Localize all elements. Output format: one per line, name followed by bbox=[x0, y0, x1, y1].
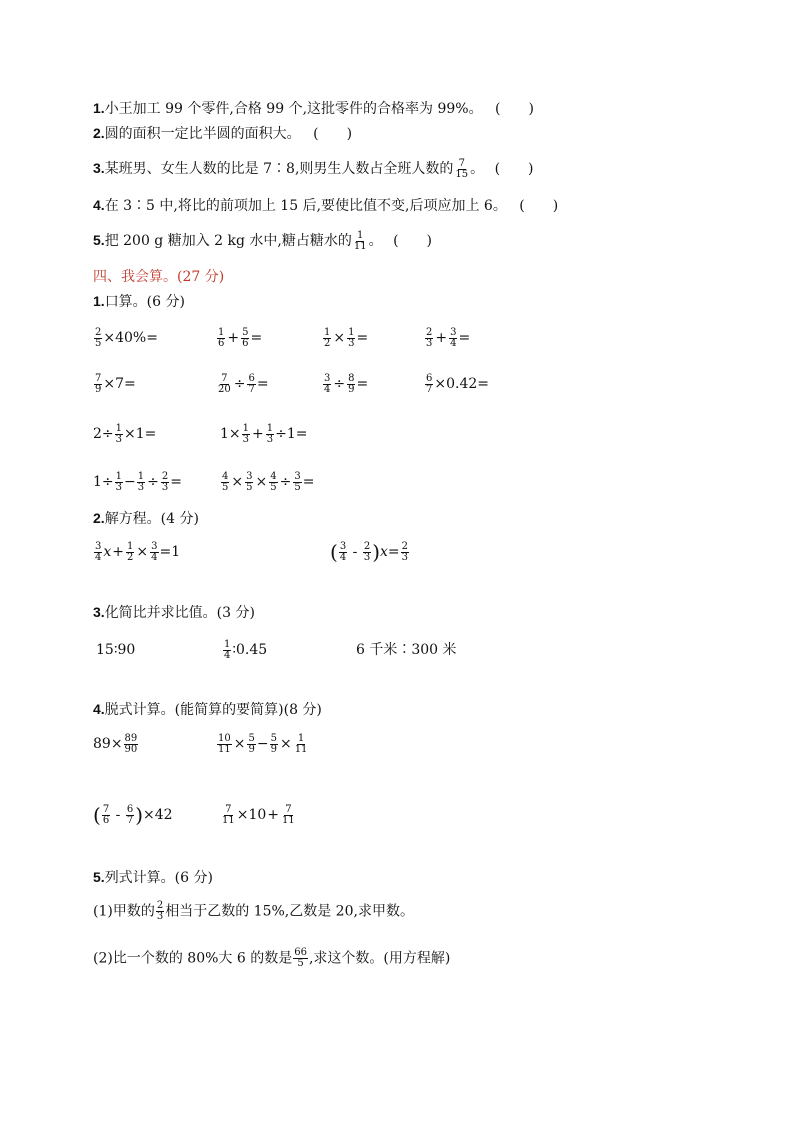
calc-item: $\frac{10}{11}$ × $\frac{5}{9}$ − $\frac{5}{9}$ × $\frac{1}{11}$ bbox=[218, 732, 308, 755]
ratio-item: 6 千米∶300 米 bbox=[356, 642, 457, 658]
answer-blank[interactable]: ( ) bbox=[393, 233, 432, 249]
calc-item: $\frac{7}{20}$ ÷ $\frac{6}{7}$ = bbox=[218, 372, 269, 395]
section-heading: 四、我会算。(27 分) bbox=[93, 269, 225, 285]
equation-item: $\frac{3}{4}$ x+ $\frac{1}{2}$ × $\frac{3}{4}$ =1 bbox=[95, 540, 181, 563]
calc-item: 2÷ $\frac{1}{3}$ ×1= bbox=[93, 422, 157, 445]
calc-item: $\frac{2}{5}$ ×40%= bbox=[95, 326, 158, 349]
calc-item: $\frac{6}{7}$ ×0.42= bbox=[426, 372, 490, 395]
calc-item: ( $\frac{7}{6}$ - $\frac{6}{7}$ )×42 bbox=[93, 803, 173, 827]
question-3-title: 3.化简比并求比值。(3 分) bbox=[93, 604, 255, 621]
answer-blank[interactable]: ( ) bbox=[494, 161, 534, 177]
calc-item: $\frac{2}{3}$ + $\frac{3}{4}$ = bbox=[426, 326, 471, 349]
calc-item: $\frac{7}{9}$ ×7= bbox=[95, 372, 136, 395]
ratio-item: $\frac{1}{4}$ ∶0.45 bbox=[224, 638, 268, 661]
answer-blank[interactable]: ( ) bbox=[495, 101, 534, 117]
answer-blank[interactable]: ( ) bbox=[519, 198, 559, 214]
judge-item-4: 4.在 3∶5 中,将比的前项加上 15 后,要使比值不变,后项应加上 6。 ( ) bbox=[93, 197, 559, 214]
calc-item: 89× $\frac{89}{90}$ bbox=[93, 732, 138, 755]
ratio-item: 15∶90 bbox=[96, 642, 136, 658]
question-2-title: 2.解方程。(4 分) bbox=[93, 510, 199, 527]
word-problem-2: (2)比一个数的 80%大 6 的数是 $\frac{66}{5}$ ,求这个数。(用方程解) bbox=[93, 947, 451, 969]
fraction: $\frac{7}{15}$ bbox=[455, 157, 469, 180]
equation-item: ( $\frac{3}{4}$ - $\frac{2}{3}$ )x= $\frac{2}{3}$ bbox=[330, 540, 409, 564]
fraction: $\frac{1}{11}$ bbox=[353, 229, 367, 252]
calc-item: $\frac{1}{6}$ + $\frac{5}{6}$ = bbox=[218, 326, 263, 349]
judge-item-2: 2.圆的面积一定比半圆的面积大。 ( ) bbox=[93, 125, 353, 142]
question-1-title: 1.口算。(6 分) bbox=[93, 293, 185, 310]
question-4-title: 4.脱式计算。(能简算的要简算)(8 分) bbox=[93, 701, 322, 718]
calc-item: $\frac{4}{5}$ × $\frac{3}{5}$ × $\frac{4}{5}$ ÷ $\frac{3}{5}$ = bbox=[222, 470, 315, 493]
calc-item: $\frac{7}{11}$ ×10+ $\frac{7}{11}$ bbox=[222, 803, 295, 826]
word-problem-1: (1)甲数的 $\frac{2}{3}$ 相当于乙数的 15%,乙数是 20,求甲数。 bbox=[93, 900, 414, 922]
calc-item: $\frac{1}{2}$ × $\frac{1}{3}$ = bbox=[324, 326, 369, 349]
calc-item: $\frac{3}{4}$ ÷ $\frac{8}{9}$ = bbox=[324, 372, 369, 395]
judge-item-5: 5.把 200 g 糖加入 2 kg 水中,糖占糖水的 $\frac{1}{11}$ 。 ( ) bbox=[93, 229, 432, 252]
question-5-title: 5.列式计算。(6 分) bbox=[93, 869, 213, 886]
answer-blank[interactable]: ( ) bbox=[313, 126, 353, 142]
judge-item-3: 3.某班男、女生人数的比是 7∶8,则男生人数占全班人数的 $\frac{7}{15}$ 。 ( ) bbox=[93, 157, 534, 180]
judge-item-1: 1.小王加工 99 个零件,合格 99 个,这批零件的合格率为 99%。 ( ) bbox=[93, 100, 534, 117]
calc-item: 1÷ $\frac{1}{3}$ − $\frac{1}{3}$ ÷ $\frac{2}{3}$ = bbox=[93, 470, 182, 493]
calc-item: 1× $\frac{1}{3}$ + $\frac{1}{3}$ ÷1= bbox=[220, 422, 308, 445]
